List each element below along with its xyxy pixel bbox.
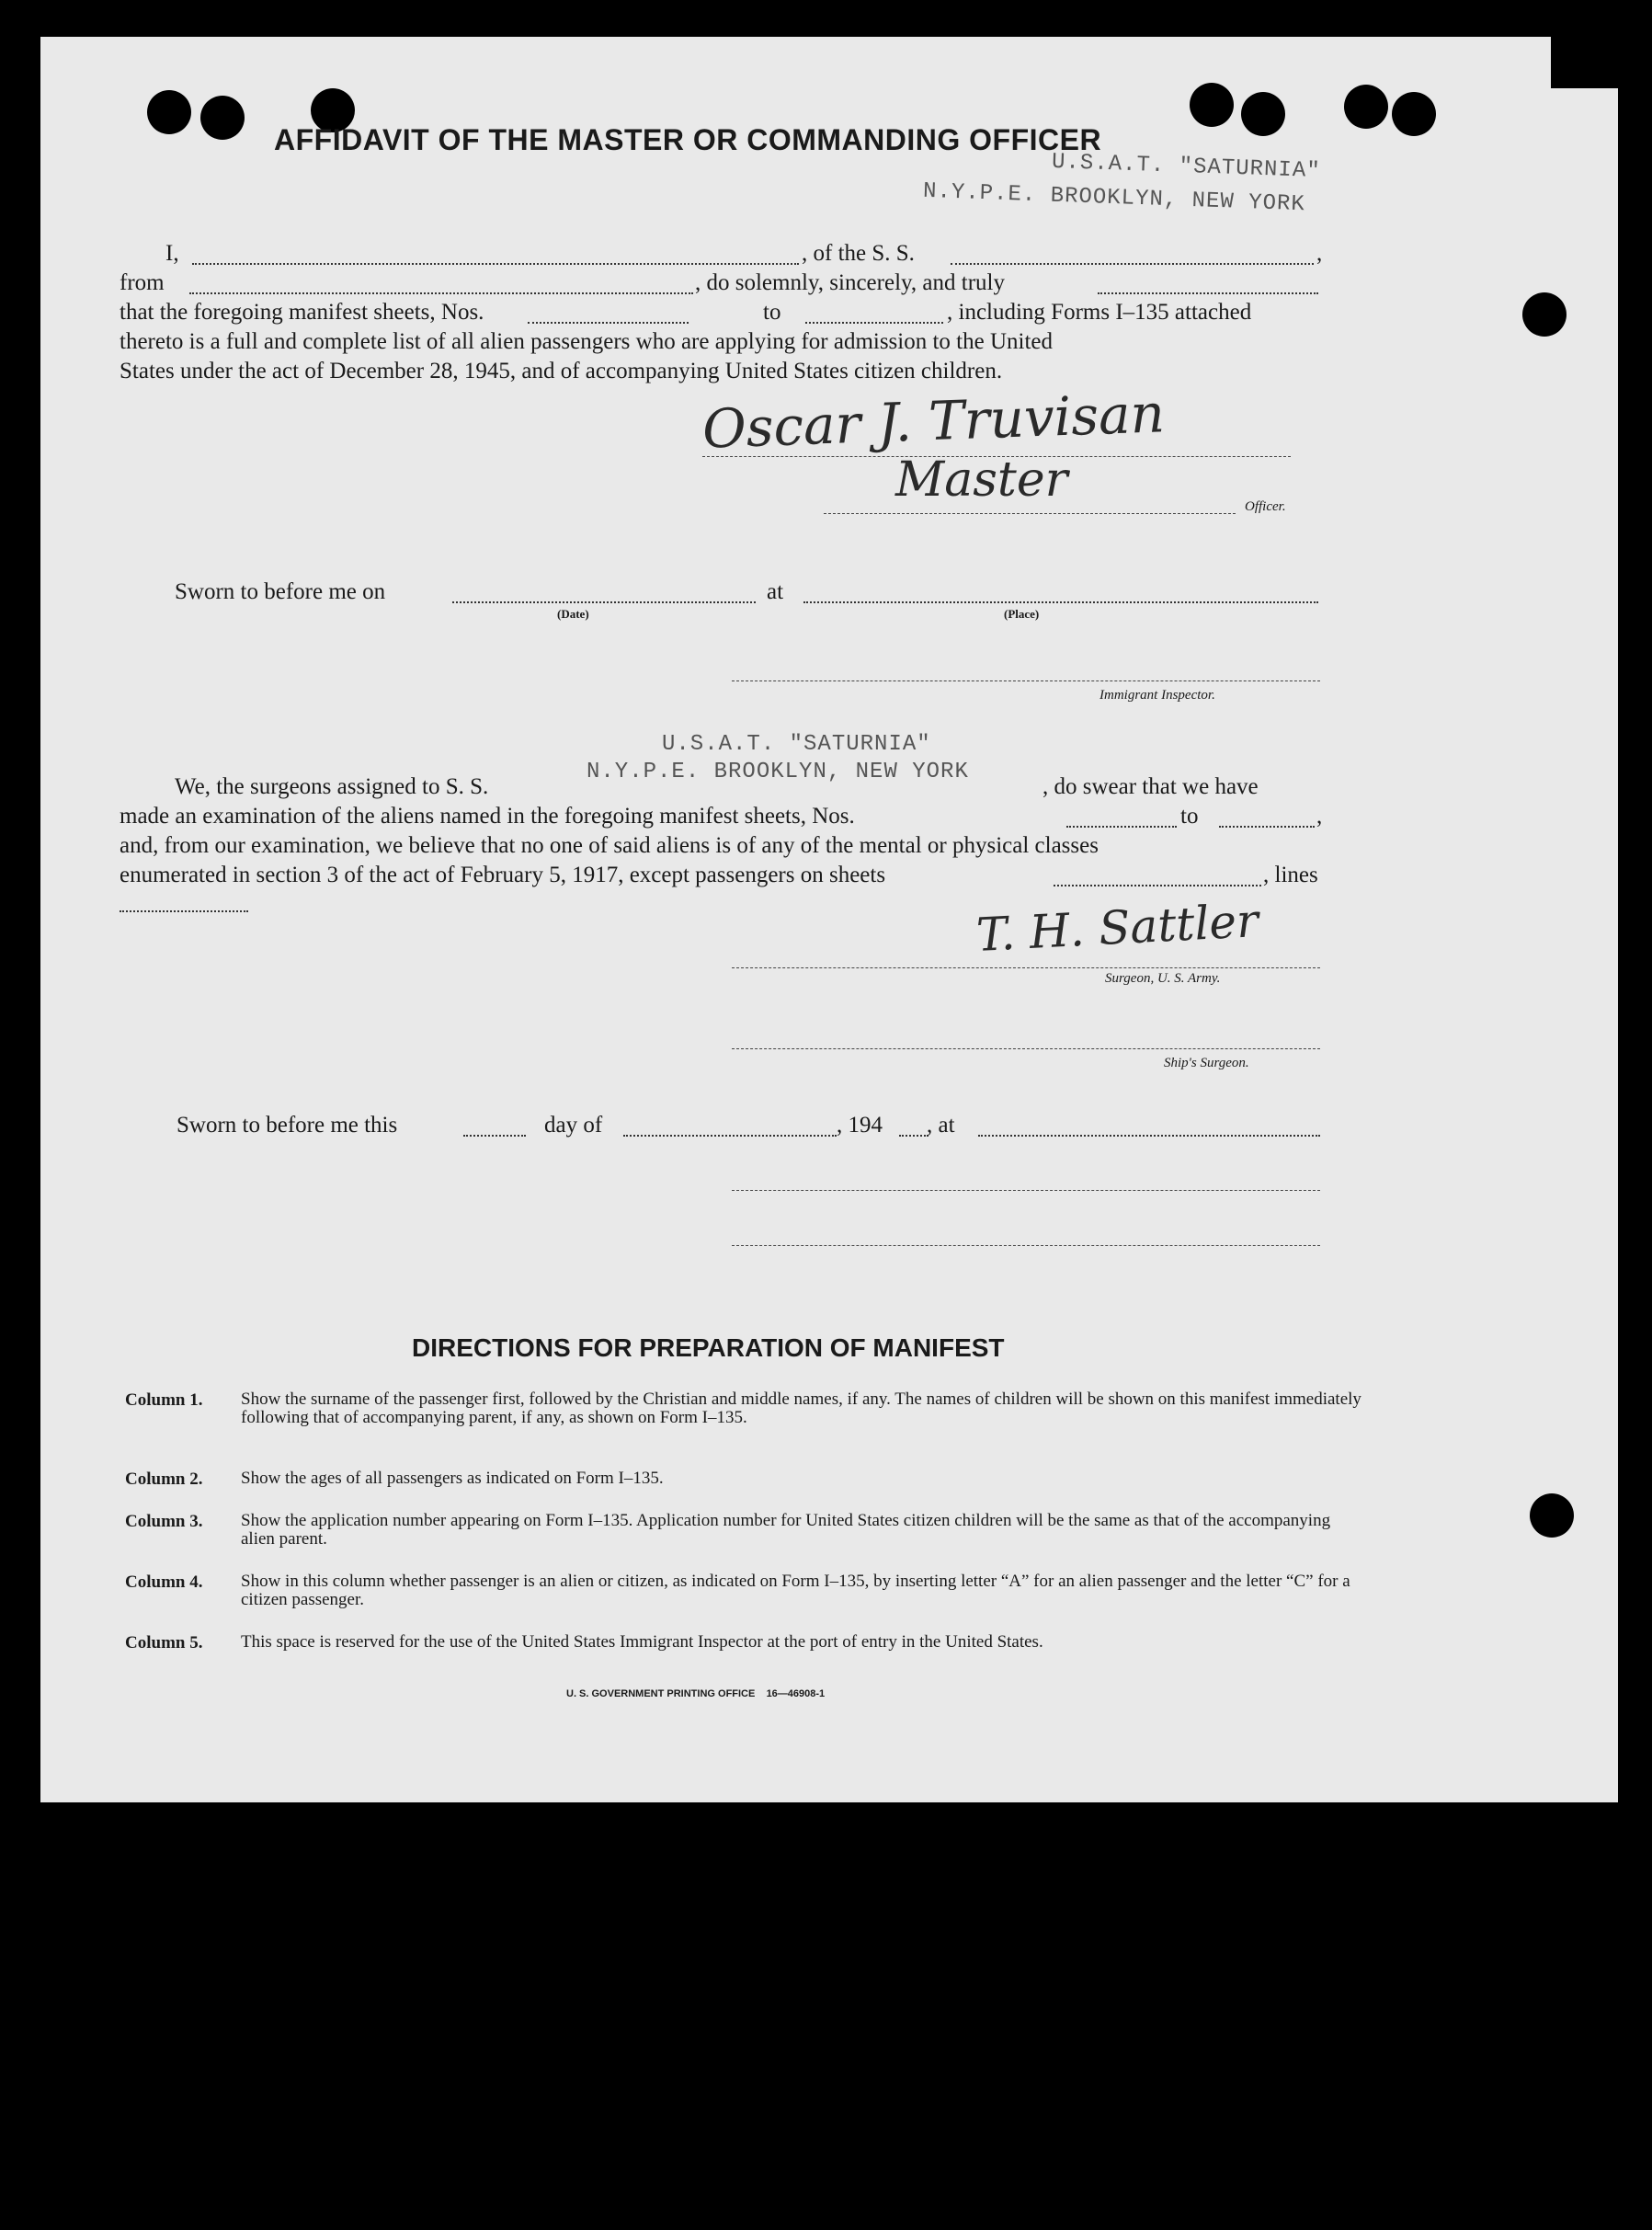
officer-label: Officer. (1245, 499, 1286, 514)
column4-text: Show in this column whether passenger is an alien or citizen, as indicated on Form I–135, by inserting letter “A” for an alien passenger and the letter “C” for a citizen passenger. (241, 1572, 1350, 1609)
column3-text: Show the application number appearing on Form I–135. Application number for United States citizen children will be the same as that of the accompanying alien parent. (241, 1511, 1331, 1549)
affidavit-line3-mid: to (763, 300, 781, 325)
punch-hole-9 (1530, 1493, 1574, 1538)
immigrant-inspector-label: Immigrant Inspector. (1099, 688, 1215, 703)
affidavit-line5: States under the act of December 28, 1945, and of accompanying United States citizen children. (120, 359, 1003, 383)
surgeons-line3: and, from our examination, we believe that no one of said aliens is of any of the mental or physical classes (120, 833, 1099, 858)
surgeons-line4-end: , lines (1263, 863, 1318, 887)
punch-hole-1 (147, 90, 191, 134)
sworn2-signature-line-1 (732, 1190, 1320, 1191)
sworn1-text: Sworn to before me on (175, 579, 386, 604)
surgeons-line2-start: made an examination of the aliens named in the foregoing manifest sheets, Nos. (120, 804, 855, 829)
column3-label: Column 3. (125, 1512, 203, 1531)
surgeons-sheet-to-field[interactable] (1219, 826, 1315, 828)
surgeons-sheets-field[interactable] (1054, 885, 1261, 886)
affidavit-line2-trailing-field[interactable] (1098, 292, 1318, 294)
master-signature: Oscar J. Truvisan (701, 382, 1166, 461)
army-surgeon-line (732, 967, 1320, 968)
sheet-to-field[interactable] (805, 322, 943, 324)
army-surgeon-label: Surgeon, U. S. Army. (1105, 971, 1221, 986)
affidavit-line2-mid: , do solemnly, sincerely, and truly (695, 270, 1005, 295)
punch-hole-6 (1344, 85, 1388, 129)
column5-text: This space is reserved for the use of the United States Immigrant Inspector at the port of entry in the United States. (241, 1632, 1043, 1652)
affidavit-line3-start: that the foregoing manifest sheets, Nos. (120, 300, 484, 325)
sworn2-day-field[interactable] (463, 1135, 526, 1137)
officer-title-line (824, 513, 1236, 514)
affidavit-line2-start: from (120, 270, 165, 295)
surgeons-line1-end: , do swear that we have (1042, 774, 1259, 799)
surgeons-line2-mid: to (1180, 804, 1199, 829)
stamp-top-line2: N.Y.P.E. BROOKLYN, NEW YORK (922, 178, 1306, 218)
affidavit-line1-mid: , of the S. S. (802, 241, 915, 266)
scan-corner-shadow (1551, 0, 1652, 88)
from-port-field[interactable] (189, 292, 693, 294)
sworn2-at: , at (927, 1113, 955, 1138)
document-page (40, 37, 1618, 1802)
ship-surgeon-line (732, 1048, 1320, 1049)
ship-surgeon-label: Ship's Surgeon. (1164, 1056, 1249, 1070)
sheet-from-field[interactable] (528, 322, 689, 324)
sworn2-day-of: day of (544, 1113, 603, 1138)
stamp-mid-line1: U.S.A.T. "SATURNIA" (662, 732, 931, 757)
sworn1-place-field[interactable] (803, 601, 1318, 603)
punch-hole-5 (1241, 92, 1285, 136)
surgeons-sheet-from-field[interactable] (1066, 826, 1177, 828)
inspector-signature-line (732, 680, 1320, 681)
master-name-field[interactable] (192, 263, 799, 265)
ship-name-field[interactable] (951, 263, 1314, 265)
surgeons-line1-start: We, the surgeons assigned to S. S. (175, 774, 489, 799)
column1-text: Show the surname of the passenger first, followed by the Christian and middle names, if any. The names of children will be shown on this manifest immediately following that of accompanying parent, if any, as shown on Form I–135. (241, 1389, 1361, 1427)
sworn1-at: at (767, 579, 784, 604)
sworn2-month-field[interactable] (623, 1135, 837, 1137)
affidavit-line3-end: , including Forms I–135 attached (947, 300, 1252, 325)
stamp-mid-line2: N.Y.P.E. BROOKLYN, NEW YORK (587, 760, 969, 784)
surgeons-lines-field[interactable] (120, 910, 248, 912)
sworn2-year: , 194 (837, 1113, 883, 1138)
column1-label: Column 1. (125, 1390, 203, 1410)
punch-hole-4 (1190, 83, 1234, 127)
column2-text: Show the ages of all passengers as indicated on Form I–135. (241, 1469, 664, 1488)
punch-hole-8 (1522, 292, 1567, 337)
sworn2-year-field[interactable] (899, 1135, 929, 1137)
punch-hole-7 (1392, 92, 1436, 136)
punch-hole-2 (200, 96, 245, 140)
directions-title: DIRECTIONS FOR PREPARATION OF MANIFEST (412, 1333, 1005, 1362)
sworn2-start: Sworn to before me this (177, 1113, 398, 1138)
place-label: (Place) (1004, 607, 1040, 621)
sworn1-date-field[interactable] (452, 601, 756, 603)
date-label: (Date) (557, 607, 589, 621)
affidavit-line1-end: , (1316, 241, 1323, 266)
master-title-handwritten: Master (895, 452, 1068, 508)
sworn2-place-field[interactable] (978, 1135, 1320, 1137)
sworn2-signature-line-2 (732, 1245, 1320, 1246)
document-title: AFFIDAVIT OF THE MASTER OR COMMANDING OFFICER (274, 123, 1102, 156)
affidavit-line4: thereto is a full and complete list of all alien passengers who are applying for admission to the United (120, 329, 1054, 354)
surgeons-line4-start: enumerated in section 3 of the act of February 5, 1917, except passengers on sheets (120, 863, 886, 887)
column2-label: Column 2. (125, 1470, 203, 1489)
printer-imprint: U. S. GOVERNMENT PRINTING OFFICE 16—46908-1 (566, 1688, 826, 1699)
column5-label: Column 5. (125, 1633, 203, 1652)
affidavit-line1-start: I, (165, 241, 179, 266)
column4-label: Column 4. (125, 1572, 203, 1592)
surgeons-line2-end: , (1316, 804, 1323, 829)
surgeon-signature: T. H. Sattler (974, 894, 1260, 962)
stamp-top-line1: U.S.A.T. "SATURNIA" (1051, 149, 1322, 185)
